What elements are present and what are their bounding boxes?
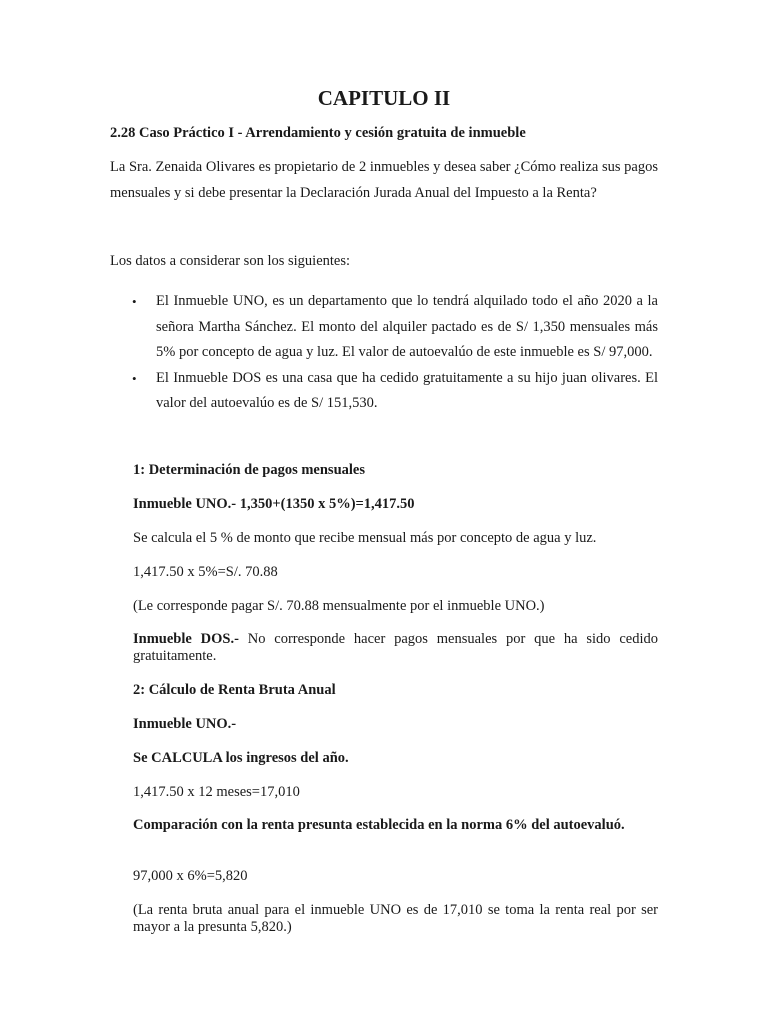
bullet-item-inmueble-dos [110, 366, 658, 417]
section-title: 2.28 Caso Práctico I - Arrendamiento y cesión gratuita de inmueble [110, 125, 526, 141]
step2-comparison: Comparación con la renta presunta establecida en la norma 6% del autoevaluó. [133, 817, 625, 833]
bullet-icon: • [132, 370, 137, 386]
bullet-text: El Inmueble UNO, es un departamento que lo tendrá alquilado todo el año 2020 a la señora Martha Sánchez. El monto del alquiler pactado es de S/ 1,350 mensuales más 5% por concepto de agua y luz. El valor de autoevalúo de este inmueble es S/ 97,000. [156, 293, 658, 360]
inmueble-dos-label: Inmueble DOS.- [133, 631, 239, 647]
step2-calcula: Se CALCULA los ingresos del año. [133, 750, 349, 766]
step1-explanation: Se calcula el 5 % de monto que recibe mensual más por concepto de agua y luz. [133, 530, 597, 546]
bullet-item-inmueble-uno [110, 289, 658, 366]
step2-presumed-calculation: 97,000 x 6%=5,820 [133, 868, 248, 884]
step1-calculation: 1,417.50 x 5%=S/. 70.88 [133, 564, 278, 580]
step2-inmueble-uno-label: Inmueble UNO.- [133, 716, 237, 732]
step1-heading: 1: Determinación de pagos mensuales [133, 462, 365, 478]
step2-conclusion: (La renta bruta anual para el inmueble UNO es de 17,010 se toma la renta real por ser mayor a la presunta 5,820.) [133, 902, 658, 935]
step1-inmueble-dos [133, 631, 658, 665]
inmueble-dos-text: No corresponde hacer pagos mensuales por que ha sido cedido gratuitamente. [133, 631, 658, 664]
data-bullet-list [110, 289, 658, 417]
intro-paragraph: La Sra. Zenaida Olivares es propietario de 2 inmuebles y desea saber ¿Cómo realiza sus pagos mensuales y si debe presentar la Declaración Jurada Anual del Impuesto a la Renta? [110, 159, 658, 201]
bullet-icon: • [132, 294, 137, 309]
step1-formula: Inmueble UNO.- 1,350+(1350 x 5%)=1,417.50 [133, 496, 415, 512]
chapter-title: CAPITULO II [317, 86, 451, 110]
step1-note: (Le corresponde pagar S/. 70.88 mensualmente por el inmueble UNO.) [133, 598, 545, 614]
step2-annual-calculation: 1,417.50 x 12 meses=17,010 [133, 784, 300, 800]
data-intro-paragraph: Los datos a considerar son los siguientes: [110, 253, 351, 269]
step2-heading: 2: Cálculo de Renta Bruta Anual [133, 682, 336, 698]
bullet-text: El Inmueble DOS es una casa que ha cedido gratuitamente a su hijo juan olivares. El valor del autoevalúo es de S/ 151,530. [156, 369, 658, 411]
